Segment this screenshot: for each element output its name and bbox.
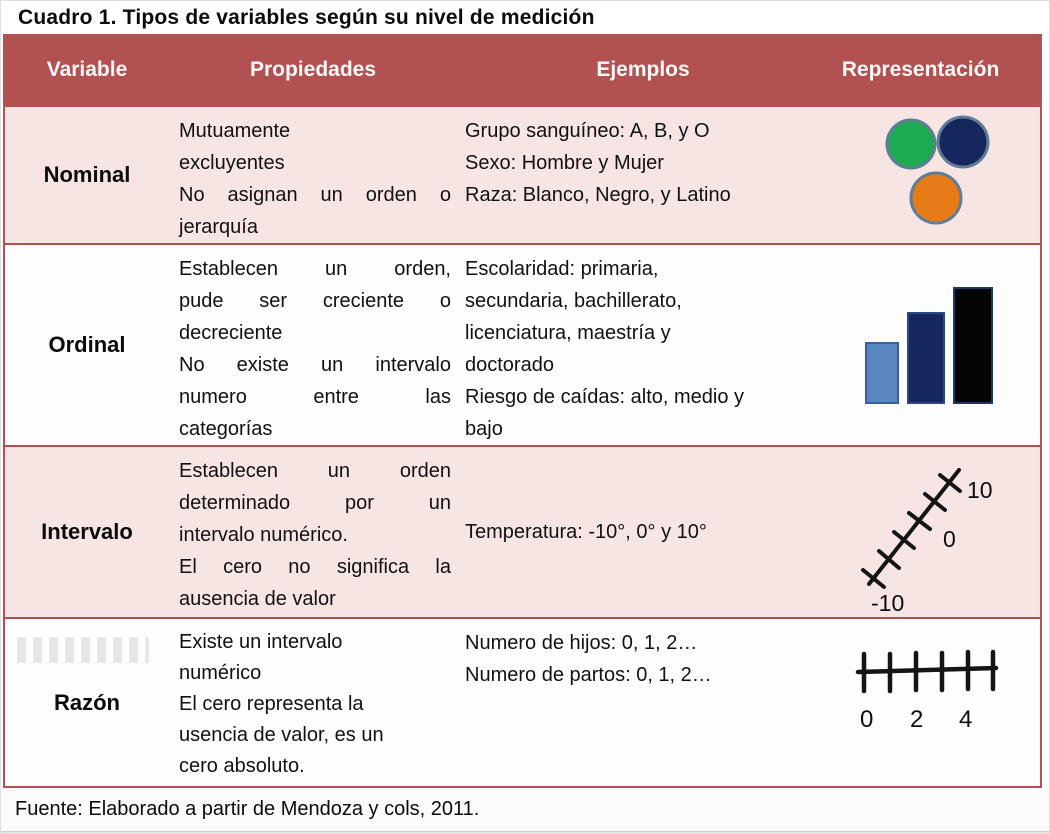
text-line: licenciatura, maestría y xyxy=(465,322,671,344)
propiedades-cell xyxy=(169,245,457,445)
header-cell-representacion: Representación xyxy=(841,57,1000,81)
header-cell-ejemplos: Ejemplos xyxy=(596,57,690,81)
variables-table xyxy=(3,34,1042,788)
green-circle-icon xyxy=(887,120,935,168)
text-line: Existe un intervalo xyxy=(179,631,343,653)
table-row-nominal xyxy=(5,105,1040,243)
scale-label-0: 0 xyxy=(942,526,956,552)
text-line: ausencia de valor xyxy=(179,588,336,610)
ejemplos-cell xyxy=(457,107,793,243)
text-line: Riesgo de caídas: alto, medio y xyxy=(465,386,745,408)
text-line: No existe un intervalo xyxy=(179,354,451,376)
representacion-cell xyxy=(793,447,1040,617)
text-line: determinado por un xyxy=(179,492,451,514)
watermark-artifact xyxy=(17,637,149,663)
text-line: Raza: Blanco, Negro, y Latino xyxy=(465,184,731,206)
text-line: numérico xyxy=(179,662,262,684)
text-line: Numero de hijos: 0, 1, 2… xyxy=(465,632,698,654)
text-line: usencia de valor, es un xyxy=(179,724,384,746)
nominal-circles-graphic xyxy=(885,115,997,227)
representacion-cell xyxy=(793,619,1040,786)
text-line: pude ser creciente o xyxy=(179,290,451,312)
ejemplos-cell xyxy=(457,245,793,445)
text-line: Sexo: Hombre y Mujer xyxy=(465,152,664,174)
numberline-label-0: 0 xyxy=(859,706,873,733)
scale-label-minus10: -10 xyxy=(870,590,904,616)
propiedades-cell xyxy=(169,447,457,617)
bar-medium xyxy=(907,312,945,404)
representacion-cell xyxy=(793,107,1040,243)
numberline-label-4: 4 xyxy=(958,706,972,733)
variable-cell: Razón xyxy=(54,689,120,715)
text-line: numero entre las xyxy=(179,386,451,408)
ratio-number-line-graphic xyxy=(852,645,1002,737)
table-row-intervalo xyxy=(5,445,1040,617)
navy-circle-icon xyxy=(938,117,988,167)
bar-tall xyxy=(953,287,993,404)
text-line: jerarquía xyxy=(179,216,258,238)
text-line: secundaria, bachillerato, xyxy=(465,290,682,312)
text-line: Grupo sanguíneo: A, B, y O xyxy=(465,120,710,142)
text-line: No asignan un orden o xyxy=(179,184,451,206)
propiedades-cell xyxy=(169,619,457,786)
bar-short xyxy=(865,342,899,404)
table-title: Cuadro 1. Tipos de variables según su nivel de medición xyxy=(18,5,595,29)
text-line: Temperatura: -10°, 0° y 10° xyxy=(465,521,707,543)
text-line: Numero de partos: 0, 1, 2… xyxy=(465,664,712,686)
source-note xyxy=(1,788,1049,831)
variable-cell: Intervalo xyxy=(41,519,133,544)
table-row-razon xyxy=(5,617,1040,786)
source-text: Fuente: Elaborado a partir de Mendoza y cols, 2011. xyxy=(15,798,480,820)
text-line: El cero no significa la xyxy=(179,556,451,578)
text-line: cero absoluto. xyxy=(179,755,305,777)
orange-circle-icon xyxy=(911,173,961,223)
text-line: categorías xyxy=(179,418,273,440)
scale-label-10: 10 xyxy=(966,477,993,503)
ejemplos-cell xyxy=(457,619,793,786)
text-line: Establecen un orden, xyxy=(179,258,451,280)
propiedades-cell xyxy=(169,107,457,243)
text-line: decreciente xyxy=(179,322,283,344)
interval-scale-graphic xyxy=(855,448,1007,616)
text-line: Establecen un orden xyxy=(179,460,451,482)
text-line: doctorado xyxy=(465,354,554,376)
header-cell-variable: Variable xyxy=(46,57,128,81)
table-header-row xyxy=(5,34,1040,105)
representacion-cell xyxy=(793,245,1040,445)
table-row-ordinal xyxy=(5,243,1040,445)
text-line: Escolaridad: primaria, xyxy=(465,258,659,280)
variable-cell: Ordinal xyxy=(48,332,126,357)
text-line: excluyentes xyxy=(179,152,285,174)
text-line: Mutuamente xyxy=(179,120,291,142)
text-line: El cero representa la xyxy=(179,693,364,715)
header-cell-propiedades: Propiedades xyxy=(249,57,377,81)
text-line: bajo xyxy=(465,418,503,440)
ejemplos-cell xyxy=(457,447,793,617)
numberline-label-2: 2 xyxy=(909,706,923,733)
variable-cell: Nominal xyxy=(43,162,131,187)
text-line: intervalo numérico. xyxy=(179,524,348,546)
ordinal-bars-graphic xyxy=(865,287,993,404)
